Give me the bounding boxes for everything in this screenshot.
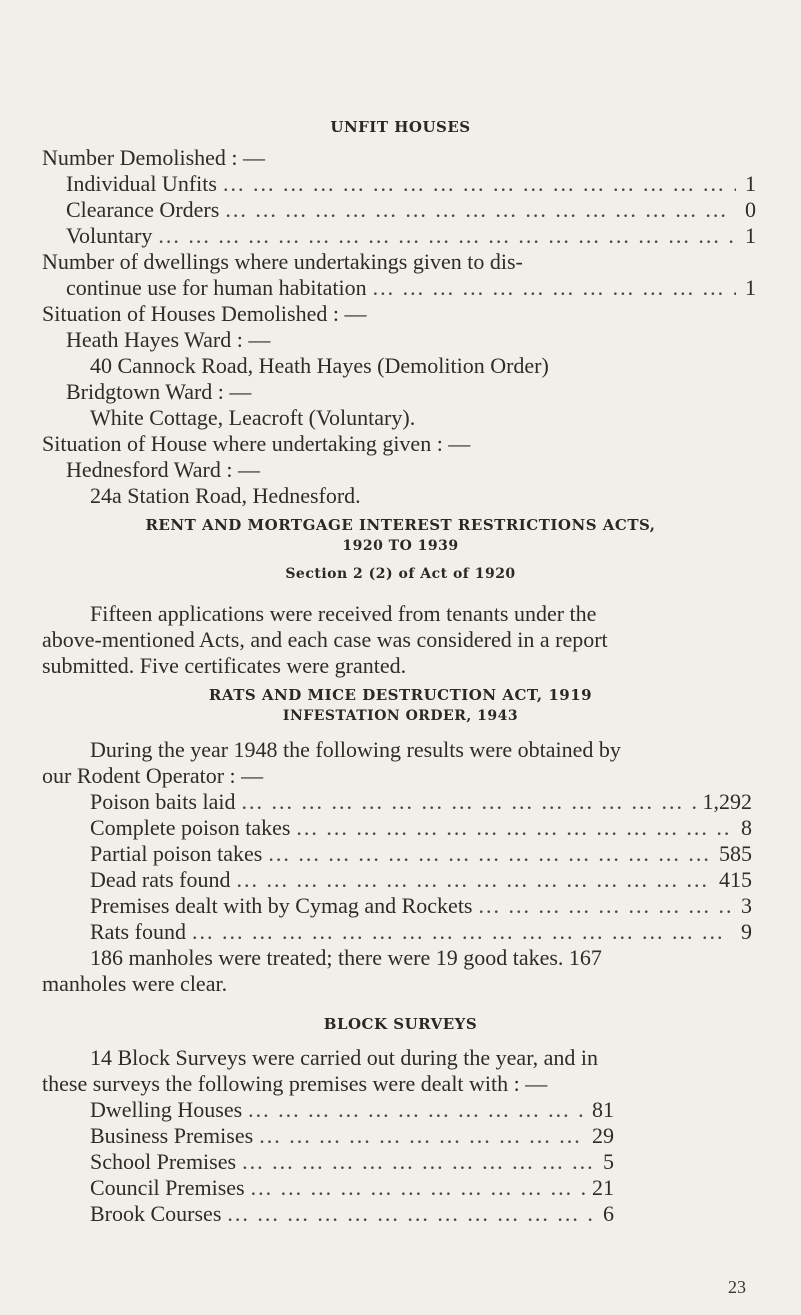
row-value: 5: [603, 1149, 614, 1174]
rent-para-line: above-mentioned Acts, and each case was considered in a report: [42, 627, 608, 652]
leader-dots: [227, 1201, 594, 1227]
page-number: 23: [728, 1277, 746, 1297]
rodent-row: [90, 893, 752, 919]
row-value: 21: [592, 1175, 614, 1200]
rodent-row: [90, 789, 752, 815]
situation-label: Situation of Houses Demolished : —: [42, 301, 367, 326]
ward-label: Bridgtown Ward : —: [66, 379, 252, 404]
row-value: 8: [741, 815, 752, 840]
row-value: 585: [719, 841, 752, 866]
rats-intro-line: During the year 1948 the following results were obtained by: [90, 737, 621, 762]
row-label: Individual Unfits: [66, 171, 217, 196]
unfit-houses-heading: UNFIT HOUSES: [330, 118, 471, 136]
rent-para-line: Fifteen applications were received from tenants under the: [90, 601, 597, 626]
row-label: Dwelling Houses: [90, 1097, 243, 1122]
row-value: 3: [741, 893, 752, 918]
ward-label: Hednesford Ward : —: [66, 457, 260, 482]
row-value: 6: [603, 1201, 614, 1226]
leader-dots: [241, 789, 696, 815]
row-label: Dead rats found: [90, 867, 231, 892]
ward-item: 24a Station Road, Hednesford.: [90, 483, 361, 508]
rats-intro-line: our Rodent Operator : —: [42, 763, 264, 788]
survey-row: [90, 1149, 614, 1175]
leader-dots: [259, 1123, 586, 1149]
row-value: 1: [745, 223, 756, 248]
leader-dots: [268, 841, 713, 867]
unfit-row: [66, 223, 756, 249]
rodent-row: [90, 919, 752, 945]
row-label: continue use for human habitation: [66, 275, 367, 300]
ward-label: Heath Hayes Ward : —: [66, 327, 271, 352]
leader-dots: [373, 275, 736, 301]
row-value: 81: [592, 1097, 614, 1122]
undertakings-row: [66, 275, 756, 301]
rodent-row: [90, 815, 752, 841]
row-value: 1: [745, 171, 756, 196]
survey-row: [90, 1175, 614, 1201]
leader-dots: [242, 1149, 594, 1175]
leader-dots: [251, 1175, 586, 1201]
row-value: 1,292: [702, 789, 752, 814]
infestation-heading: INFESTATION ORDER, 1943: [282, 708, 519, 724]
rodent-row: [90, 841, 752, 867]
survey-row: [90, 1097, 614, 1123]
block-intro-line: these surveys the following premises were dealt with : —: [42, 1071, 548, 1096]
row-value: 415: [719, 867, 752, 892]
manholes-line: 186 manholes were treated; there were 19 good takes. 167: [90, 945, 602, 970]
ward-item: White Cottage, Leacroft (Voluntary).: [90, 405, 416, 430]
leader-dots: [248, 1097, 586, 1123]
rent-para-line: submitted. Five certificates were granted.: [42, 653, 407, 678]
leader-dots: [158, 223, 736, 249]
row-label: School Premises: [90, 1149, 237, 1174]
row-value: 1: [745, 275, 756, 300]
leader-dots: [237, 867, 713, 893]
row-label: Business Premises: [90, 1123, 254, 1148]
leader-dots: [223, 171, 736, 197]
rodent-row: [90, 867, 752, 893]
block-intro-line: 14 Block Surveys were carried out during the year, and in: [90, 1045, 599, 1070]
demolished-label: Number Demolished : —: [42, 145, 266, 170]
block-surveys-heading: BLOCK SURVEYS: [323, 1015, 478, 1033]
row-label: Clearance Orders: [66, 197, 220, 222]
row-label: Complete poison takes: [90, 815, 291, 840]
row-value: 9: [741, 919, 752, 944]
manholes-line: manholes were clear.: [42, 971, 228, 996]
row-label: Premises dealt with by Cymag and Rockets: [90, 893, 473, 918]
rent-section-heading: Section 2 (2) of Act of 1920: [285, 566, 516, 582]
leader-dots: [225, 197, 736, 223]
row-label: Poison baits laid: [90, 789, 236, 814]
rent-heading: RENT AND MORTGAGE INTEREST RESTRICTIONS ACTS,: [145, 516, 656, 534]
row-label: Brook Courses: [90, 1201, 222, 1226]
leader-dots: [479, 893, 733, 919]
unfit-row: [66, 171, 756, 197]
unfit-row: [66, 197, 756, 223]
leader-dots: [192, 919, 732, 945]
rats-heading: RATS AND MICE DESTRUCTION ACT, 1919: [208, 686, 593, 704]
survey-row: [90, 1123, 614, 1149]
row-value: 29: [592, 1123, 614, 1148]
leader-dots: [296, 815, 732, 841]
row-label: Partial poison takes: [90, 841, 263, 866]
undertakings-line1: Number of dwellings where undertakings given to dis-: [42, 249, 523, 274]
row-label: Rats found: [90, 919, 186, 944]
row-value: 0: [745, 197, 756, 222]
survey-row: [90, 1201, 614, 1227]
situation-label: Situation of House where undertaking given : —: [42, 431, 471, 456]
rent-heading-years: 1920 TO 1939: [342, 538, 459, 554]
ward-item: 40 Cannock Road, Heath Hayes (Demolition Order): [90, 353, 549, 378]
row-label: Council Premises: [90, 1175, 245, 1200]
row-label: Voluntary: [66, 223, 153, 248]
